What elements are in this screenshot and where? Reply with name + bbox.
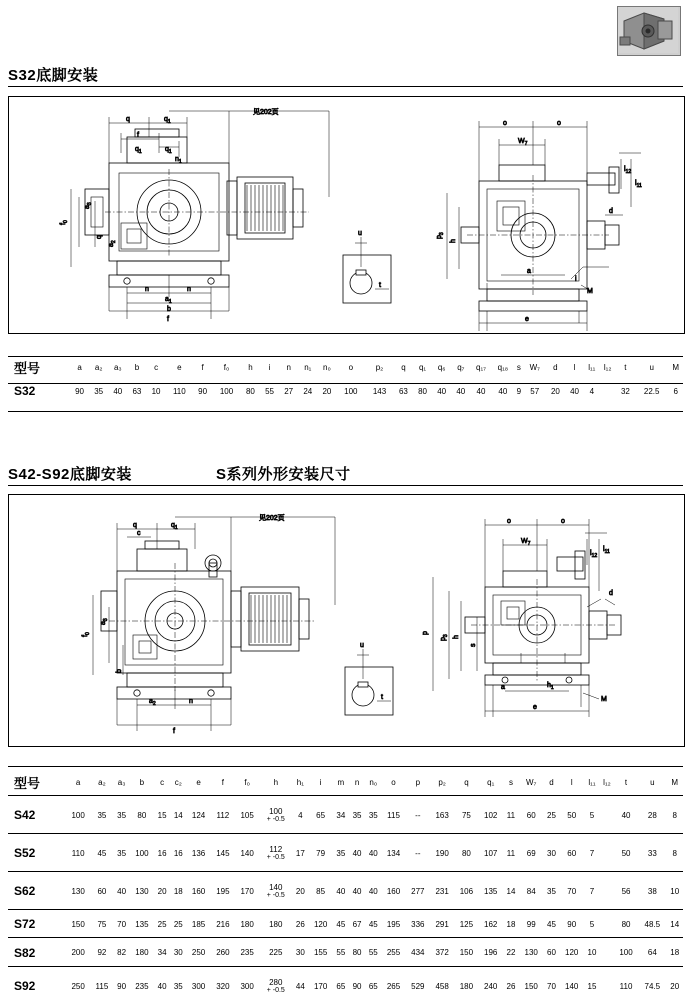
svg-text:q: q xyxy=(133,522,137,529)
svg-text:f: f xyxy=(167,316,169,323)
svg-text:a1: $a_1$ xyxy=(165,296,172,305)
svg-text:i: i xyxy=(575,276,577,283)
svg-text:q: q xyxy=(126,116,130,123)
svg-text:a2: $a_2$ xyxy=(108,240,117,247)
table-row: S92 250 115 90 235 40 35 300 320 300 280 + -0.5 44 170 65 90 65 265 529 458 180 240 26 150 70 140 15 110 74.5 20 xyxy=(14,978,680,994)
table-row: S42 100 35 35 80 15 14 124 112 105 100 + -0.5 4 65 34 35 35 115 -- 163 75 102 11 60 25 50 5 40 28 8 xyxy=(14,807,677,823)
svg-text:o: o xyxy=(557,120,561,127)
table1-bottom-rule xyxy=(8,411,683,412)
svg-text:a: a xyxy=(527,268,531,275)
svg-text:n: n xyxy=(187,286,191,293)
svg-text:f: f xyxy=(173,728,175,735)
table-row: S72 150 75 70 135 25 25 185 216 180 180 26 120 45 67 45 195 336 291 125 162 18 99 45 90 5 80 48.5 14 xyxy=(14,917,680,931)
title-rule-2 xyxy=(8,485,683,486)
table-row: S32 90 35 40 63 10 110 90 100 80 55 27 24 20 100 143 63 80 40 40 40 40 9 57 20 40 4 32 22.5 6 xyxy=(8,377,683,405)
table-s32-dimensions xyxy=(8,358,683,405)
svg-text:n: n xyxy=(189,698,193,705)
svg-text:q1: $q_1$ xyxy=(171,522,178,531)
svg-text:f0: $f_0$ xyxy=(82,632,91,637)
svg-text:q: q xyxy=(96,235,103,239)
svg-text:t: t xyxy=(379,282,381,289)
svg-text:h: h xyxy=(453,635,460,639)
svg-text:s: s xyxy=(470,643,477,647)
svg-text:p3: $p_3$ xyxy=(436,232,445,239)
svg-text:p: p xyxy=(422,631,429,635)
svg-text:o: o xyxy=(503,120,507,127)
svg-text:n: n xyxy=(145,286,149,293)
svg-text:见202页: 见202页 xyxy=(253,109,279,116)
svg-text:h1: $h_1$ xyxy=(547,682,554,691)
svg-text:e: e xyxy=(525,316,529,323)
section-title-2b: S系列外形安装尺寸 xyxy=(216,466,351,483)
svg-text:a2: $a_2$ xyxy=(149,698,156,707)
svg-text:M: M xyxy=(601,696,607,703)
svg-text:M: M xyxy=(587,288,593,295)
svg-text:n1: $n_1$ xyxy=(175,156,182,165)
svg-text:见202页: 见202页 xyxy=(259,515,285,522)
svg-text:e: e xyxy=(533,704,537,711)
svg-text:f0: $f_0$ xyxy=(60,220,69,225)
svg-text:f: f xyxy=(137,132,139,139)
svg-text:q1: $q_1$ xyxy=(165,146,172,155)
figure-s32-drawing xyxy=(8,96,685,334)
svg-text:h: h xyxy=(450,239,457,243)
table-row: S62 130 60 40 130 20 18 160 195 170 140 + -0.5 20 85 40 40 40 160 277 231 106 135 14 84 35 70 7 56 38 10 xyxy=(14,883,680,899)
table1-header-row: 型号 a a₂ a₃ b c e f f₀ h i n n₁ n₀ o p₂ q q₁ q₆ q₇ q₁₇ q₁₈ s W₇ d l l₁₁ l₁₂ t u M xyxy=(8,358,683,377)
figure-s42-s92-drawing xyxy=(8,494,685,747)
table2-header-model: 型号 xyxy=(14,775,41,791)
svg-text:a3: $a_3$ xyxy=(100,618,109,625)
svg-text:d: d xyxy=(609,208,613,215)
product-photo xyxy=(617,6,681,56)
svg-text:d: d xyxy=(609,590,613,597)
svg-text:u: u xyxy=(360,642,364,649)
svg-text:b: b xyxy=(116,669,123,673)
table-row: S82 200 92 82 180 34 30 250 260 235 225 30 155 55 80 55 255 434 372 150 196 22 130 60 120 10 100 64 18 xyxy=(14,945,680,960)
svg-text:t: t xyxy=(381,694,383,701)
svg-text:a: a xyxy=(501,684,505,691)
svg-text:u: u xyxy=(358,230,362,237)
svg-text:b: b xyxy=(167,306,171,313)
svg-text:q1: $q_1$ xyxy=(135,146,142,155)
table2-top-rule xyxy=(8,766,683,767)
svg-text:o: o xyxy=(507,518,511,525)
table-row: S52 110 45 35 100 16 16 136 145 140 112 + -0.5 17 79 35 40 40 134 -- 190 80 107 11 69 30 60 7 50 33 8 xyxy=(14,845,677,861)
table1-row-model: S32 xyxy=(14,384,36,398)
svg-text:l12: $l_{12}$ xyxy=(624,166,632,175)
table1-top-rule xyxy=(8,356,683,357)
table1-header-model: 型号 xyxy=(14,361,41,376)
svg-text:q1: $q_1$ xyxy=(164,116,171,125)
section-title-1: S32底脚安装 xyxy=(8,67,99,84)
svg-text:W7: $W_7$ xyxy=(518,138,528,147)
svg-text:a3: $a_3$ xyxy=(84,202,93,209)
table-s42-s92-dimensions xyxy=(8,768,683,1004)
section-title-2: S42-S92底脚安装 xyxy=(8,466,132,483)
table2-header-row: 型号 a a₂ a₃ b c c₂ e f f₀ h h₁ i m n n₀ o p p₂ q q₁ s W₇ d l l₁₁ l₁₂ t u M xyxy=(8,768,683,796)
svg-text:l12: $l_{12}$ xyxy=(590,550,598,559)
svg-text:o: o xyxy=(561,518,565,525)
svg-text:c: c xyxy=(137,530,141,537)
svg-text:W7: $W_7$ xyxy=(521,538,531,547)
title-rule-1 xyxy=(8,86,683,87)
svg-text:l11: $l_{11}$ xyxy=(603,546,610,555)
svg-text:l11: $l_{11}$ xyxy=(635,180,642,189)
svg-text:p3: $p_3$ xyxy=(440,634,449,641)
